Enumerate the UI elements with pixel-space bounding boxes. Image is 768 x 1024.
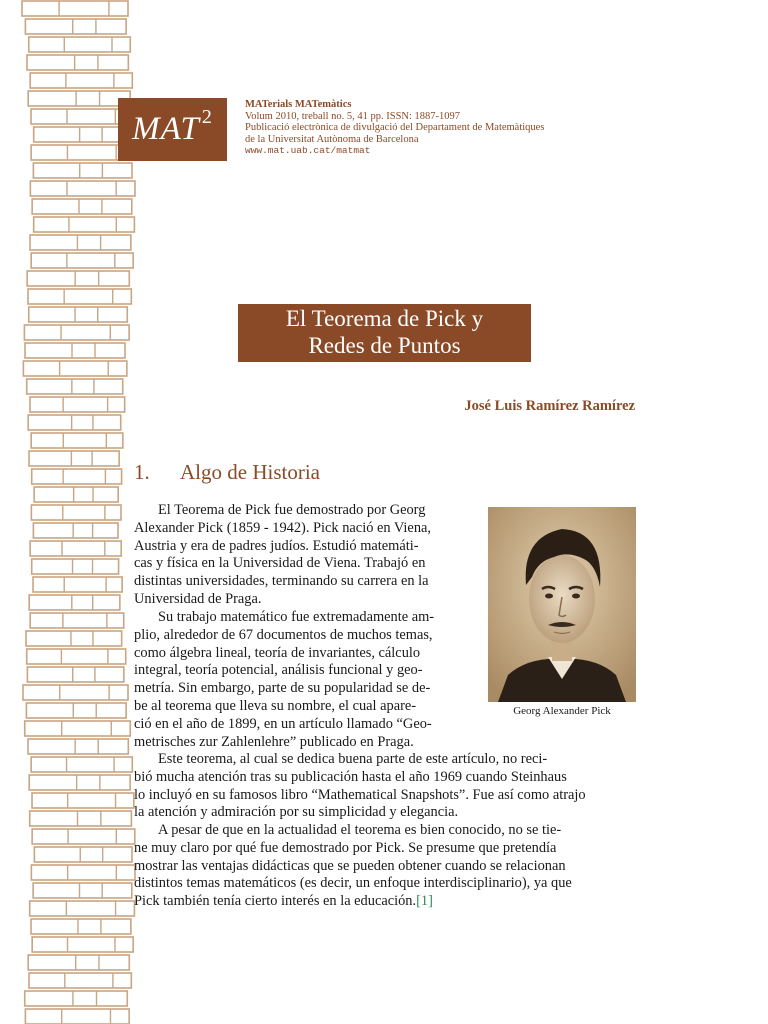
brick-row [29,451,119,466]
brick-row [28,955,129,970]
brick-row [30,541,121,556]
brick-row [23,685,128,700]
brick-row [25,343,125,358]
brick-row [29,307,128,322]
brick-row [33,883,132,898]
brick-row [31,919,131,934]
p1-line: Alexander Pick (1859 - 1942). Pick nació en Viena, [134,519,431,536]
article-title [238,304,531,362]
brick-row [30,73,132,88]
brick-row [29,973,131,988]
citation-link[interactable]: [1] [416,893,433,910]
brick-row [31,865,135,880]
brick-row [27,55,128,70]
p1-line: Universidad de Praga. [134,590,262,607]
p2-line: integral, teoría potencial, análisis funcional y geo- [134,662,423,679]
brick-row [27,271,129,286]
brick-row [27,667,123,682]
p2-line: como álgebra lineal, teoría de invariantes, cálculo [134,644,421,661]
p2-line: plio, alrededor de 67 documentos de muchos temas, [134,626,433,643]
p1-line: Austria y era de padres judíos. Estudió matemáti- [134,537,419,554]
section-title: Algo de Historia [180,460,320,484]
brick-row [34,847,132,862]
paragraph-4 [134,822,636,911]
p2-line: metría. Sin embargo, parte de su popularidad se de- [134,680,431,697]
p3-line: la atención y admiración por su simplicidad y elegancia. [134,804,459,821]
brick-row [25,19,126,34]
p2-line: metrisches zur Zahlenlehre” publicado en Praga. [134,733,414,750]
brick-row [24,325,129,340]
paragraph-2 [134,609,474,751]
p4-line: mostrar las ventajas didácticas que se pueden obtener cuando se relacionan [134,857,566,874]
brick-row [34,127,132,142]
brick-row [34,217,135,232]
title-line-2: Redes de Puntos [308,333,461,358]
brick-row [33,577,122,592]
brick-row [32,469,122,484]
brick-row [27,649,126,664]
journal-publisher-line2: de la Universitat Autònoma de Barcelona [245,133,419,145]
brick-row [31,433,123,448]
brick-row [31,757,132,772]
logo-superscript: 2 [201,106,213,128]
brick-row [25,721,131,736]
brick-row [28,415,121,430]
brick-row [30,613,124,628]
p3-line: Este teorema, al cual se dedica buena parte de este artículo, no reci- [158,751,548,767]
brick-row [27,379,123,394]
p2-line: ció en el año de 1899, en un artículo llamado “Geo- [134,715,432,732]
brick-row [32,199,132,214]
brick-row [32,937,133,952]
brick-row [33,523,118,538]
p3-line: bió mucha atención tras su publicación hasta el año 1969 cuando Steinhaus [134,768,567,785]
portrait-photo [488,507,636,702]
article-author: José Luis Ramírez Ramírez [464,398,635,414]
brick-row [31,505,121,520]
journal-volume: Volum 2010, treball no. 5, 41 pp. ISSN: 1887-1097 [245,110,461,122]
journal-url[interactable]: www.mat.uab.cat/matmat [245,145,371,156]
brick-row [34,487,118,502]
journal-logo [118,98,227,161]
paragraph-3 [134,751,636,822]
brick-row [25,1009,129,1024]
p4-line: distintos temas matemáticos (es decir, un enfoque interdisciplinario), ya que [134,875,572,892]
brick-row [29,775,130,790]
brick-row [31,253,133,268]
p1-line: cas y física en la Universidad de Viena. Trabajó en [134,555,426,572]
logo-text: MAT [132,111,200,147]
brick-row [30,901,135,916]
brick-row [28,91,130,106]
brick-row [30,235,131,250]
p1-line: El Teorema de Pick fue demostrado por Georg [158,502,426,518]
brick-row [32,829,135,844]
brick-row [28,289,131,304]
brick-row [33,163,132,178]
brick-row [30,811,132,826]
brick-row [25,991,128,1006]
title-line-1: El Teorema de Pick y [285,306,484,331]
figure-caption: Georg Alexander Pick [513,705,611,717]
section-number: 1. [134,460,150,484]
journal-info [245,99,665,157]
p3-line: lo incluyó en su famosos libro “Mathematical Snapshots”. Fue así como atrajo [134,786,586,803]
brick-row [32,793,134,808]
brick-row [29,595,120,610]
section-heading [134,460,320,485]
brick-row [29,37,131,52]
p4-line: A pesar de que en la actualidad el teorema es bien conocido, no se tie- [158,822,562,838]
brick-row [22,1,128,16]
journal-name: MATerials MATemàtics [245,99,352,110]
journal-publisher-line1: Publicació electrònica de divulgació del Departament de Matemàtiques [245,122,545,133]
brick-row [28,739,128,754]
p1-line: distintas universidades, terminando su carrera en la [134,573,429,590]
brick-row [26,631,122,646]
p4-line: Pick también tenía cierto interés en la educación. [134,893,417,910]
brick-row [30,397,125,412]
paragraph-1 [134,502,474,609]
brick-row [23,361,126,376]
brick-row [30,181,135,196]
p2-line: Su trabajo matemático fue extremadamente am- [158,609,435,625]
p2-line: be al teorema que lleva su nombre, el cual apare- [134,697,417,714]
p4-line: ne muy claro por qué fue demostrado por Pick. Se presume que pretendía [134,839,557,856]
brick-row [32,559,119,574]
brick-row [26,703,126,718]
portrait-illustration [488,507,636,702]
